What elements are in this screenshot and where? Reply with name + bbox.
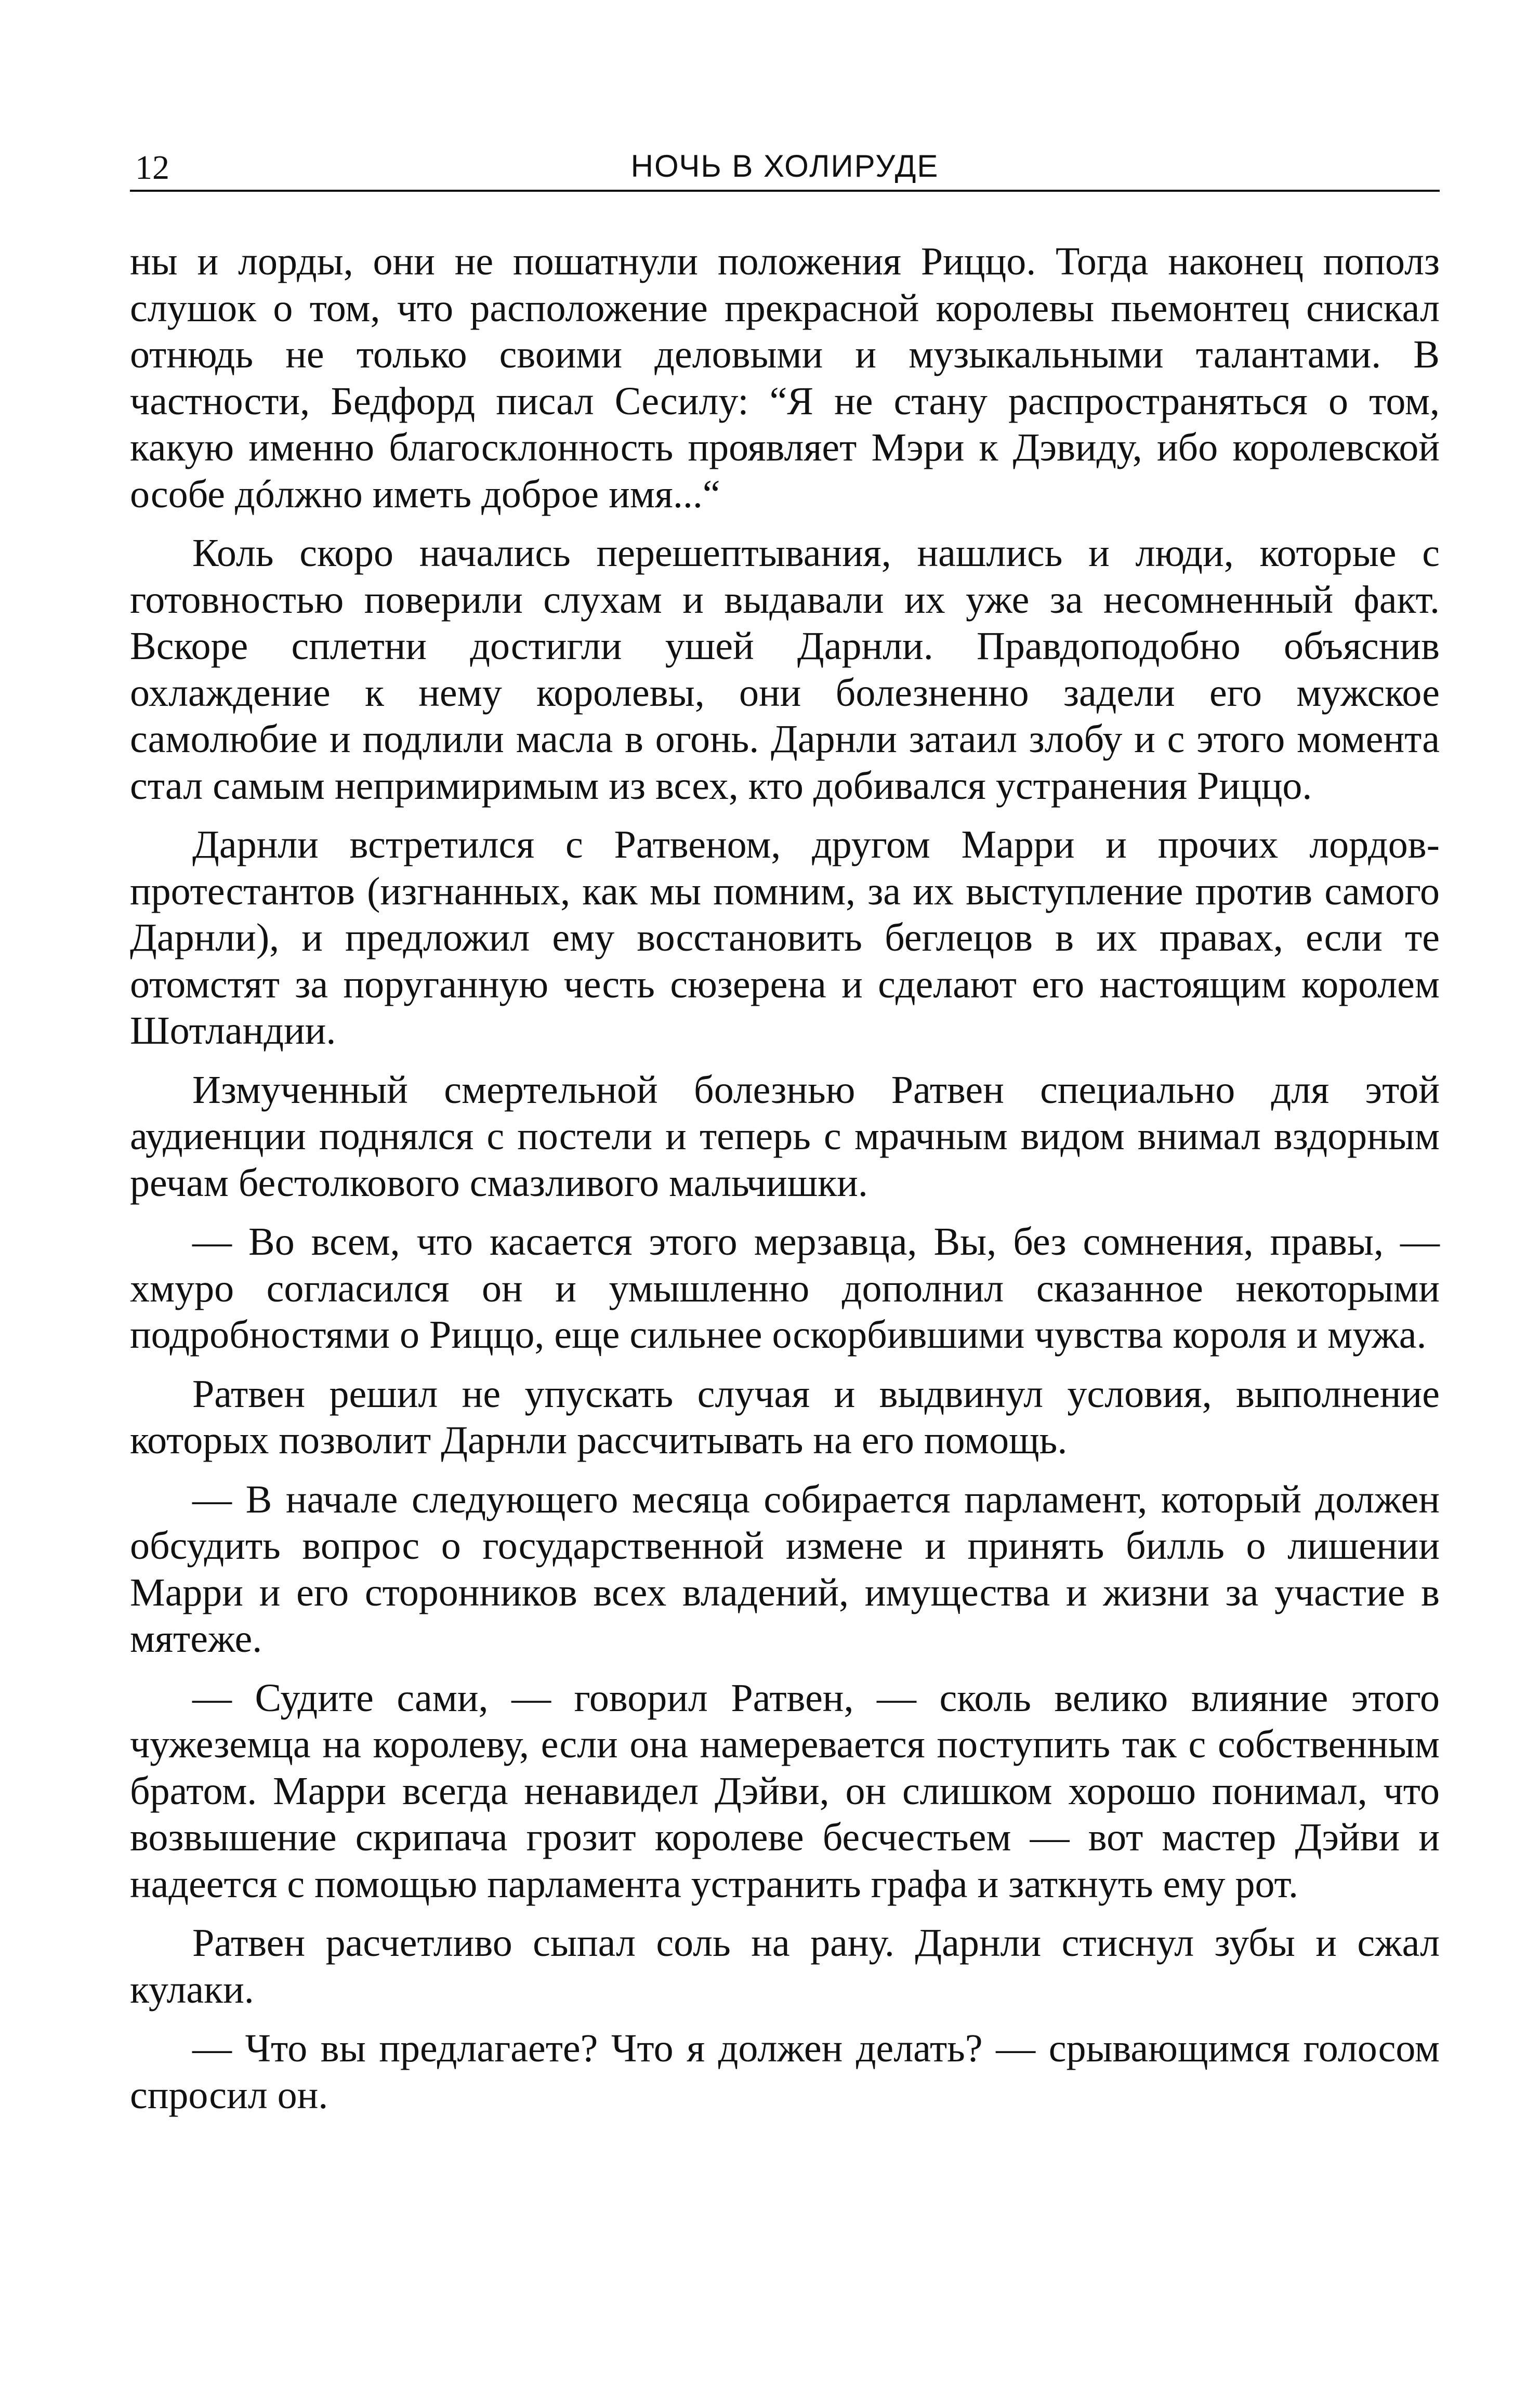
paragraph: — Что вы предлагаете? Что я должен делать? — срывающимся голосом спросил он. (130, 2027, 1440, 2117)
paragraph: — Судите сами, — говорил Ратвен, — сколь велико влияние этого чужеземца на королеву, если она намеревается поступить так с собственным братом. Марри всегда ненавидел Дэйви, он слишком хорошо понимал, что возвышение скрипача грозит королеве бесчестьем — вот мастер Дэйви и надеется с помощью парламента устранить графа и заткнуть ему рот. (130, 1676, 1440, 1906)
paragraph: — В начале следующего месяца собирается парламент, который должен обсудить вопрос о государственной измене и принять билль о лишении Марри и его сторонников всех владений, имущества и жизни за участие в мятеже. (130, 1477, 1440, 1661)
paragraph: ны и лорды, они не пошатнули положения Риццо. Тогда наконец пополз слушок о том, что расположение прекрасной королевы пьемонтец снискал отнюдь не только своими деловыми и музыкальными талантами. В частности, Бедфорд писал Сесилу: “Я не стану распространяться о том, какую именно благосклонность проявляет Мэри к Дэвиду, ибо королевской особе дóлжно иметь доброе имя...“ (130, 240, 1440, 516)
page-number: 12 (135, 149, 169, 187)
book-page (130, 133, 1440, 2131)
paragraph: Коль скоро начались перешептывания, нашлись и люди, которые с готовностью поверили слухам и выдавали их уже за несомненный факт. Вскоре сплетни достигли ушей Дарнли. Правдоподобно объяснив охлаждение к нему королевы, они болезненно задели его мужское самолюбие и подлили масла в огонь. Дарнли затаил злобу и с этого момента стал самым непримиримым из всех, кто добивался устранения Риццо. (130, 531, 1440, 808)
paragraph: — Во всем, что касается этого мерзавца, Вы, без сомнения, правы, — хмуро согласился он и умышленно дополнил сказанное некоторыми подробностями о Риццо, еще сильнее оскорбившими чувства короля и мужа. (130, 1220, 1440, 1357)
body-text (130, 239, 1440, 2119)
running-title: НОЧЬ В ХОЛИРУДЕ (630, 149, 939, 183)
paragraph: Дарнли встретился с Ратвеном, другом Марри и прочих лордов-протестантов (изгнанных, как мы помним, за их выступление против самого Дарнли), и предложил ему восстановить беглецов в их правах, если те отомстят за поруганную честь сюзерена и сделают его настоящим королем Шотландии. (130, 823, 1440, 1053)
paragraph: Измученный смертельной болезнью Ратвен специально для этой аудиенции поднялся с постели и теперь с мрачным видом внимал вздорным речам бестолкового смазливого мальчишки. (130, 1068, 1440, 1205)
paragraph: Ратвен расчетливо сыпал соль на рану. Дарнли стиснул зубы и сжал кулаки. (130, 1921, 1440, 2011)
running-header (130, 133, 1440, 192)
paragraph: Ратвен решил не упускать случая и выдвинул условия, выполнение которых позволит Дарнли рассчитывать на его помощь. (130, 1372, 1440, 1462)
